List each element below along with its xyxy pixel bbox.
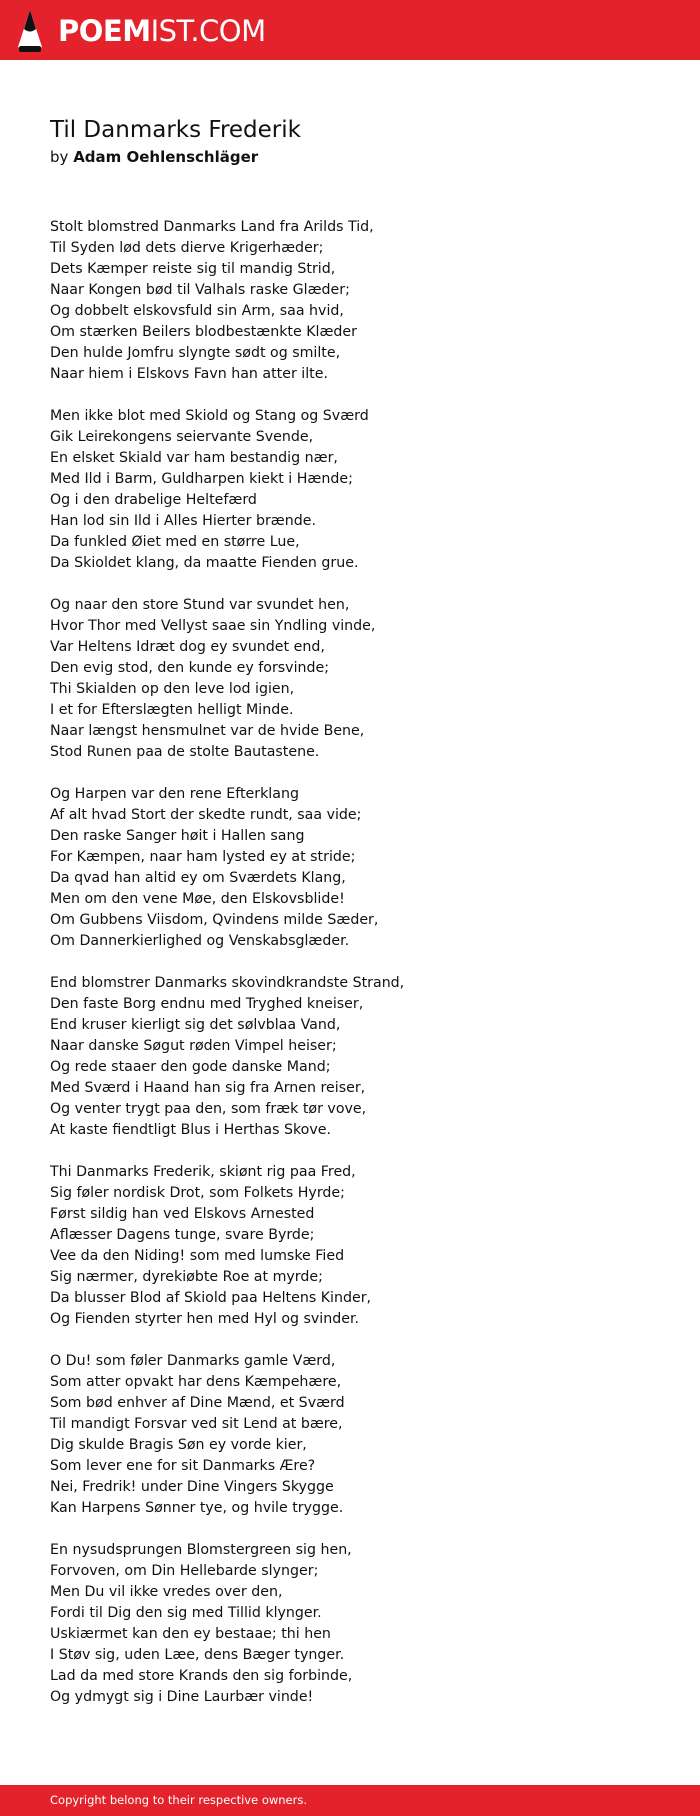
poem-line: Sig nærmer, dyrekiøbte Roe at myrde; <box>50 1269 323 1285</box>
poem-line: Og rede staaer den gode danske Mand; <box>50 1059 331 1075</box>
poem-line: Den faste Borg endnu med Tryghed kneiser, <box>50 996 364 1012</box>
poem-line: Naar danske Søgut røden Vimpel heiser; <box>50 1038 337 1054</box>
poem-line: Da qvad han altid ey om Sværdets Klang, <box>50 870 346 886</box>
poem-line: Stolt blomstred Danmarks Land fra Arilds Tid, <box>50 219 374 235</box>
poem-line: Han lod sin Ild i Alles Hierter brænde. <box>50 513 316 529</box>
poem-line: At kaste fiendtligt Blus i Herthas Skove. <box>50 1122 331 1138</box>
poem-line: Gik Leirekongens seiervante Svende, <box>50 429 314 445</box>
stanza <box>50 1351 670 1519</box>
poem-line: Om Gubbens Viisdom, Qvindens milde Sæder, <box>50 912 379 928</box>
stanza <box>50 973 670 1141</box>
poem-line: Og naar den store Stund var svundet hen, <box>50 597 350 613</box>
poem-line: En nysudsprungen Blomstergreen sig hen, <box>50 1542 352 1558</box>
poem-line: Uskiærmet kan den ey bestaae; thi hen <box>50 1626 331 1642</box>
poem-line: End kruser kierligt sig det sølvblaa Vand, <box>50 1017 341 1033</box>
poem-line: Dets Kæmper reiste sig til mandig Strid, <box>50 261 336 277</box>
poem-line: Som bød enhver af Dine Mænd, et Sværd <box>50 1395 345 1411</box>
poem-line: Da Skioldet klang, da maatte Fienden grue. <box>50 555 359 571</box>
brand-name <box>58 13 266 48</box>
poem-line: Først sildig han ved Elskovs Arnested <box>50 1206 315 1222</box>
poem-line: Hvor Thor med Vellyst saae sin Yndling vinde, <box>50 618 376 634</box>
poem-line: Men ikke blot med Skiold og Stang og Sværd <box>50 408 369 424</box>
poem-line: End blomstrer Danmarks skovindkrandste Strand, <box>50 975 405 991</box>
site-header <box>0 0 700 60</box>
poem-line: Lad da med store Krands den sig forbinde, <box>50 1668 353 1684</box>
site-logo[interactable] <box>16 9 266 53</box>
poem-line: Sig føler nordisk Drot, som Folkets Hyrde; <box>50 1185 345 1201</box>
author-name[interactable]: Adam Oehlenschläger <box>73 148 259 166</box>
stanza <box>50 1540 670 1708</box>
poem-line: O Du! som føler Danmarks gamle Værd, <box>50 1353 336 1369</box>
poem-line: Thi Skialden op den leve lod igien, <box>50 681 295 697</box>
poem-line: Fordi til Dig den sig med Tillid klynger. <box>50 1605 322 1621</box>
poem-line: Stod Runen paa de stolte Bautastene. <box>50 744 320 760</box>
stanza <box>50 595 670 763</box>
poem-line: Og venter trygt paa den, som fræk tør vove, <box>50 1101 367 1117</box>
poem-line: Som lever ene for sit Danmarks Ære? <box>50 1458 316 1474</box>
poem-title: Til Danmarks Frederik <box>50 117 301 143</box>
poem-line: Om Dannerkierlighed og Venskabsglæder. <box>50 933 350 949</box>
poem-line: Men Du vil ikke vredes over den, <box>50 1584 283 1600</box>
poem-line: Naar hiem i Elskovs Favn han atter ilte. <box>50 366 328 382</box>
poem-line: Med Ild i Barm, Guldharpen kiekt i Hænde; <box>50 471 353 487</box>
poem-line: Den hulde Jomfru slyngte sødt og smilte, <box>50 345 341 361</box>
poem-line: Til mandigt Forsvar ved sit Lend at bære, <box>50 1416 343 1432</box>
poem-line: I Støv sig, uden Læe, dens Bæger tynger. <box>50 1647 345 1663</box>
poem-line: Forvoven, om Din Hellebarde slynger; <box>50 1563 319 1579</box>
poem-body <box>50 217 670 1708</box>
poem-line: I et for Efterslægten helligt Minde. <box>50 702 294 718</box>
poem-line: Til Syden lød dets dierve Krigerhæder; <box>50 240 324 256</box>
poem-line: Aflæsser Dagens tunge, svare Byrde; <box>50 1227 315 1243</box>
poem-line: Nei, Fredrik! under Dine Vingers Skygge <box>50 1479 334 1495</box>
poem-line: Af alt hvad Stort der skedte rundt, saa vide; <box>50 807 362 823</box>
brand-bold: POEM <box>58 13 151 48</box>
poem-line: Som atter opvakt har dens Kæmpehære, <box>50 1374 342 1390</box>
poem-line: Den evig stod, den kunde ey forsvinde; <box>50 660 330 676</box>
poem-line: Men om den vene Møe, den Elskovsblide! <box>50 891 345 907</box>
poem-line: Med Sværd i Haand han sig fra Arnen reiser, <box>50 1080 366 1096</box>
poem-line: Den raske Sanger høit i Hallen sang <box>50 828 305 844</box>
pen-nib-icon <box>16 9 44 53</box>
poem-line: Og dobbelt elskovsfuld sin Arm, saa hvid, <box>50 303 344 319</box>
poem-line: En elsket Skiald var ham bestandig nær, <box>50 450 338 466</box>
poem-line: Og Harpen var den rene Efterklang <box>50 786 299 802</box>
poem-line: Thi Danmarks Frederik, skiønt rig paa Fred, <box>50 1164 356 1180</box>
poem-line: Da funkled Øiet med en større Lue, <box>50 534 300 550</box>
poem-line: Naar længst hensmulnet var de hvide Bene, <box>50 723 365 739</box>
site-footer <box>0 1785 700 1816</box>
poem-line: Naar Kongen bød til Valhals raske Glæder; <box>50 282 350 298</box>
stanza <box>50 784 670 952</box>
stanza <box>50 217 670 385</box>
poem-line: Og Fienden styrter hen med Hyl og svinder. <box>50 1311 360 1327</box>
brand-light: IST.COM <box>150 13 266 48</box>
by-label: by <box>50 148 69 166</box>
poem-line: Og i den drabelige Heltefærd <box>50 492 257 508</box>
poem-line: Var Heltens Idræt dog ey svundet end, <box>50 639 325 655</box>
stanza <box>50 1162 670 1330</box>
poem-line: Om stærken Beilers blodbestænkte Klæder <box>50 324 357 340</box>
poem-line: For Kæmpen, naar ham lysted ey at stride; <box>50 849 356 865</box>
poem-line: Kan Harpens Sønner tye, og hvile trygge. <box>50 1500 344 1516</box>
poem-line: Dig skulde Bragis Søn ey vorde kier, <box>50 1437 307 1453</box>
poem-line: Da blusser Blod af Skiold paa Heltens Kinder, <box>50 1290 372 1306</box>
poem-content <box>50 115 670 1729</box>
stanza <box>50 406 670 574</box>
poem-line: Vee da den Niding! som med lumske Fied <box>50 1248 345 1264</box>
byline <box>50 147 670 167</box>
copyright-text: Copyright belong to their respective owners. <box>50 1793 308 1807</box>
poem-line: Og ydmygt sig i Dine Laurbær vinde! <box>50 1689 314 1705</box>
